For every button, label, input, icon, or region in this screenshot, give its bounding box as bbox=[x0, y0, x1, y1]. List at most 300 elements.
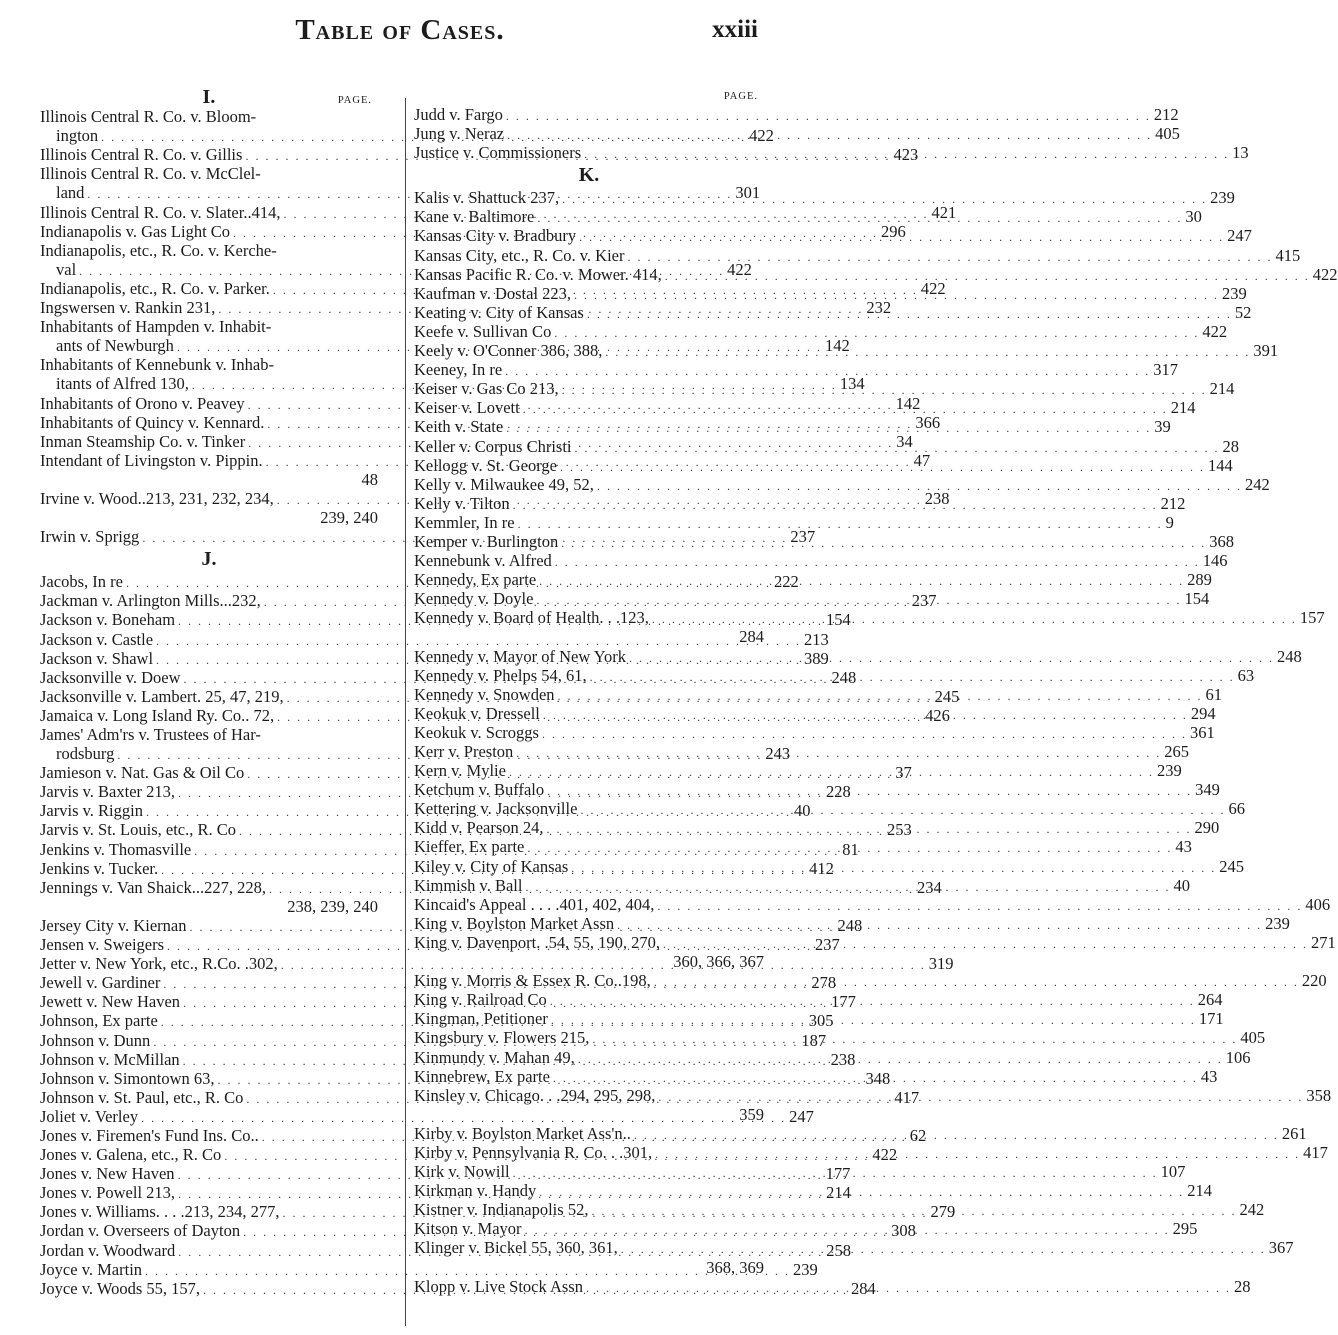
case-name: Keith v. State bbox=[414, 417, 504, 437]
case-entry bbox=[414, 360, 1179, 380]
dot-leader bbox=[506, 763, 1157, 782]
case-entry bbox=[414, 245, 1301, 265]
case-name: King v. Davenport. .54, 55, 190, 270, bbox=[414, 932, 660, 952]
case-name: Johnson v. McMillan bbox=[40, 1049, 180, 1069]
page-title: Table of Cases. bbox=[295, 14, 505, 46]
dot-leader bbox=[504, 126, 1155, 145]
dot-leader bbox=[558, 534, 1209, 553]
case-name: Jackson v. Boneham bbox=[40, 610, 176, 630]
case-page: 61 bbox=[1205, 684, 1223, 704]
case-page: 406 bbox=[1305, 894, 1331, 914]
case-page: 317 bbox=[1153, 360, 1179, 380]
dot-leader bbox=[524, 839, 1175, 858]
case-page: 248 bbox=[1277, 646, 1302, 666]
case-page: 415 bbox=[1275, 245, 1301, 265]
dot-leader bbox=[503, 419, 1154, 438]
dot-leader bbox=[555, 687, 1206, 706]
case-name: ington bbox=[56, 126, 99, 146]
dot-leader bbox=[576, 228, 1227, 247]
section-letter: K. bbox=[578, 164, 600, 187]
case-name: Kellogg v. St. George bbox=[414, 455, 557, 475]
case-page: 238 bbox=[830, 1049, 856, 1069]
dot-leader bbox=[631, 1126, 1282, 1145]
column-divider bbox=[405, 98, 406, 1326]
case-page: 237 bbox=[790, 527, 816, 547]
case-page: 238 bbox=[924, 488, 950, 508]
dot-leader bbox=[594, 477, 1245, 496]
dot-leader bbox=[583, 1279, 1234, 1298]
case-name: Kirby v. Boylston Market Ass'n.. bbox=[414, 1123, 631, 1143]
case-page: 43 bbox=[1200, 1066, 1218, 1086]
dot-leader bbox=[571, 286, 1222, 305]
case-page: 157 bbox=[1299, 608, 1325, 628]
case-name: Kennedy v. Phelps 54, 61, bbox=[414, 665, 587, 685]
case-name: Kinmundy v. Mahan 49, bbox=[414, 1047, 575, 1067]
dot-leader bbox=[547, 992, 1198, 1011]
case-name: itants of Alfred 130, bbox=[56, 374, 189, 394]
case-page: 237 bbox=[815, 935, 840, 955]
case-page: 389 bbox=[804, 648, 829, 668]
case-page-continuation: 359 bbox=[739, 1104, 764, 1124]
case-entry bbox=[414, 512, 1174, 532]
case-page: 52 bbox=[1234, 302, 1252, 322]
case-name: Jamaica v. Long Island Ry. Co.. 72, bbox=[40, 705, 275, 725]
case-page: 107 bbox=[1160, 1162, 1186, 1182]
case-page: 177 bbox=[831, 992, 856, 1012]
case-name: Jackman v. Arlington Mills...232, bbox=[40, 591, 261, 611]
case-name: Jennings v. Van Shaick...227, 228, bbox=[40, 877, 266, 897]
case-page: 319 bbox=[928, 954, 954, 974]
dot-leader bbox=[587, 668, 1238, 687]
dot-leader bbox=[581, 145, 1232, 164]
case-page: 265 bbox=[1164, 742, 1190, 761]
case-name: Jones v. Firemen's Fund Ins. Co.. bbox=[40, 1125, 259, 1145]
case-entry bbox=[414, 124, 1180, 144]
case-name: Kansas Pacific R. Co. v. Mower. 414, bbox=[414, 264, 662, 284]
case-name: Keller v. Corpus Christi bbox=[414, 436, 572, 456]
case-page: 258 bbox=[826, 1240, 851, 1260]
case-page: 245 bbox=[1219, 856, 1245, 876]
case-entry bbox=[414, 188, 1235, 208]
case-page: 30 bbox=[1185, 207, 1202, 227]
case-name: Joliet v. Verley bbox=[40, 1106, 139, 1126]
page-number: xxiii bbox=[712, 16, 758, 43]
dot-leader bbox=[572, 439, 1223, 458]
case-name: Keefe v. Sullivan Co bbox=[414, 321, 552, 341]
dot-leader bbox=[544, 820, 1195, 839]
case-name: Kennedy v. Doyle bbox=[414, 589, 534, 609]
case-page: 422 bbox=[727, 259, 752, 279]
case-page: 358 bbox=[1306, 1085, 1332, 1105]
case-name: Johnson v. Dunn bbox=[40, 1030, 151, 1050]
case-page: 34 bbox=[896, 431, 913, 451]
case-page-continuation: 360, 366, 367 bbox=[673, 952, 764, 972]
case-name: Keiser v. Lovett bbox=[414, 398, 520, 418]
case-name: Jordan v. Woodward bbox=[40, 1240, 176, 1260]
case-page: 154 bbox=[1184, 589, 1210, 609]
case-page: 296 bbox=[881, 221, 906, 241]
case-name: Keiser v. Gas Co 213, bbox=[414, 379, 559, 399]
case-name: Keokuk v. Scroggs bbox=[414, 722, 539, 742]
case-entry bbox=[414, 722, 1215, 742]
case-page: 40 bbox=[793, 801, 811, 821]
case-name: Kane v. Baltimore bbox=[414, 207, 535, 227]
case-name: ants of Newburgh bbox=[56, 336, 174, 356]
case-page: 245 bbox=[934, 686, 960, 706]
case-page: 81 bbox=[842, 839, 859, 859]
case-page: 253 bbox=[887, 820, 912, 840]
case-page-continuation: 48 bbox=[361, 469, 378, 489]
case-page: 423 bbox=[893, 145, 919, 165]
case-page: 146 bbox=[1202, 551, 1228, 571]
case-page: 239 bbox=[793, 1259, 818, 1279]
case-name: Kennebunk v. Alfred bbox=[414, 551, 552, 571]
case-name: Kemper v. Burlington bbox=[414, 531, 559, 551]
case-page: 212 bbox=[1153, 105, 1179, 124]
case-name: Klinger v. Bickel 55, 360, 361, bbox=[414, 1238, 618, 1258]
case-page: 220 bbox=[1301, 971, 1327, 991]
case-page: 284 bbox=[851, 1278, 876, 1298]
case-page: 367 bbox=[1268, 1238, 1294, 1258]
case-name: Kidd v. Pearson 24, bbox=[414, 818, 544, 838]
case-name: Kemmler, In re bbox=[414, 512, 515, 532]
dot-leader bbox=[559, 190, 1210, 209]
case-name: Indianapolis v. Gas Light Co bbox=[40, 221, 231, 241]
case-name: Keely v. O'Conner 386, 388, bbox=[414, 341, 603, 361]
case-name: James' Adm'rs v. Trustees of Har- bbox=[40, 725, 261, 744]
case-page: 417 bbox=[894, 1087, 920, 1107]
case-name: Kimmish v. Ball bbox=[414, 875, 523, 895]
case-entry-start bbox=[40, 725, 378, 744]
case-page: 28 bbox=[1233, 1276, 1251, 1296]
case-page: 106 bbox=[1225, 1047, 1251, 1067]
case-page: 37 bbox=[895, 763, 912, 783]
case-name: Kerr v. Preston bbox=[414, 742, 514, 761]
case-page: 63 bbox=[1237, 665, 1255, 685]
case-name: Jarvis v. Baxter 213, bbox=[40, 782, 176, 802]
case-page: 142 bbox=[824, 336, 850, 356]
case-name: Jones v. Galena, etc., R. Co bbox=[40, 1145, 222, 1165]
case-name: rodsburg bbox=[56, 744, 115, 764]
case-page: 412 bbox=[809, 858, 834, 878]
case-name: Jordan v. Overseers of Dayton bbox=[40, 1221, 241, 1241]
case-name: Illinois Central R. Co. v. Slater..414, bbox=[40, 202, 281, 222]
case-page: 279 bbox=[930, 1202, 956, 1222]
case-name: Jenkins v. Tucker. bbox=[40, 858, 159, 878]
case-page: 47 bbox=[913, 450, 931, 470]
dot-leader bbox=[540, 706, 1191, 725]
case-page-continuation: 239, 240 bbox=[320, 508, 378, 528]
case-page: 295 bbox=[1172, 1219, 1198, 1239]
dot-leader bbox=[614, 916, 1265, 935]
case-name: Jenkins v. Thomasville bbox=[40, 839, 192, 859]
dot-leader bbox=[588, 1202, 1239, 1221]
case-name: Jackson v. Castle bbox=[40, 629, 154, 649]
dot-leader bbox=[618, 1240, 1269, 1259]
dot-leader bbox=[652, 1145, 1303, 1164]
case-name: Inhabitants of Kennebunk v. Inhab- bbox=[40, 355, 274, 375]
case-name: Jackson v. Shawl bbox=[40, 648, 154, 668]
case-page: 214 bbox=[1187, 1181, 1212, 1201]
dot-leader bbox=[544, 782, 1195, 801]
case-page: 261 bbox=[1281, 1123, 1307, 1143]
case-page: 405 bbox=[1155, 124, 1180, 144]
dot-leader bbox=[575, 1050, 1226, 1069]
case-page: 62 bbox=[909, 1125, 927, 1145]
case-name: Johnson v. Simontown 63, bbox=[40, 1068, 215, 1088]
case-entry bbox=[414, 474, 1270, 494]
case-page: 237 bbox=[911, 591, 937, 611]
case-name: Kingsbury v. Flowers 215, bbox=[414, 1028, 590, 1048]
dot-leader bbox=[662, 267, 1313, 286]
dot-leader bbox=[654, 897, 1305, 916]
case-page: 213 bbox=[804, 629, 829, 649]
case-page: 214 bbox=[1209, 379, 1235, 399]
case-page: 239 bbox=[1222, 283, 1247, 303]
case-name: Judd v. Fargo bbox=[414, 105, 503, 124]
case-name: Illinois Central R. Co. v. Gillis bbox=[40, 145, 243, 165]
dot-leader bbox=[502, 362, 1153, 381]
case-page: 13 bbox=[1232, 143, 1249, 163]
case-page: 239 bbox=[1156, 761, 1182, 781]
case-entry-start bbox=[40, 107, 378, 126]
dot-leader bbox=[539, 725, 1190, 744]
case-name: Justice v. Commissioners bbox=[414, 143, 582, 163]
case-page: 368 bbox=[1209, 531, 1234, 551]
dot-leader bbox=[557, 458, 1208, 477]
case-name: land bbox=[56, 183, 85, 203]
case-name: Jewell v. Gardiner bbox=[40, 973, 161, 993]
case-name: Kiley v. City of Kansas bbox=[414, 856, 569, 876]
case-page: 422 bbox=[920, 278, 946, 298]
dot-leader bbox=[534, 209, 1185, 228]
case-name: Jetter v. New York, etc., R.Co. .302, bbox=[40, 954, 278, 974]
dot-leader bbox=[552, 553, 1203, 572]
case-name: Jacksonville v. Doew bbox=[40, 667, 181, 687]
case-page: 248 bbox=[831, 667, 857, 687]
case-entry bbox=[414, 321, 1228, 341]
case-page: 212 bbox=[1160, 493, 1186, 513]
case-name: Johnson v. St. Paul, etc., R. Co bbox=[40, 1087, 244, 1107]
case-name: Keokuk v. Dressell bbox=[414, 703, 540, 723]
case-name: Jung v. Neraz bbox=[414, 124, 505, 144]
case-name: Jacksonville v. Lambert. 25, 47, 219, bbox=[40, 686, 284, 706]
dot-leader bbox=[503, 107, 1154, 126]
case-page: 289 bbox=[1187, 570, 1212, 590]
case-page: 243 bbox=[765, 744, 791, 764]
case-page: 9 bbox=[1165, 512, 1174, 532]
case-name: Keating v. City of Kansas bbox=[414, 302, 584, 322]
case-name: Kirby v. Pennsylvania R. Co. . .301, bbox=[414, 1142, 653, 1162]
case-entry-start bbox=[40, 355, 378, 374]
case-page: 366 bbox=[915, 412, 941, 432]
case-page: 239 bbox=[1210, 188, 1235, 208]
case-page: 154 bbox=[826, 610, 851, 630]
case-name: Kern v. Mylie bbox=[414, 761, 506, 781]
case-name: Jones v. Williams. . . .213, 234, 277, bbox=[40, 1202, 280, 1222]
case-name: Kieffer, Ex parte bbox=[414, 837, 525, 857]
case-page: 214 bbox=[826, 1183, 851, 1203]
case-name: Irwin v. Sprigg bbox=[40, 527, 140, 547]
case-name: val bbox=[56, 259, 77, 279]
case-name: Jewett v. New Haven bbox=[40, 992, 181, 1012]
dot-leader bbox=[559, 381, 1210, 400]
case-page: 422 bbox=[1202, 321, 1228, 341]
case-page: 242 bbox=[1239, 1200, 1265, 1220]
case-name: Jarvis v. Riggin bbox=[40, 801, 143, 821]
section-letter: J. bbox=[201, 548, 217, 571]
case-page: 228 bbox=[826, 782, 851, 802]
case-name: Kinnebrew, Ex parte bbox=[414, 1066, 550, 1086]
dot-leader bbox=[577, 801, 1228, 820]
case-page: 247 bbox=[1227, 226, 1252, 246]
case-name: Kistner v. Indianapolis 52, bbox=[414, 1200, 589, 1220]
case-page: 177 bbox=[825, 1164, 851, 1184]
case-name: Kingman, Petitioner bbox=[414, 1009, 548, 1029]
case-page: 248 bbox=[837, 915, 863, 935]
dot-leader bbox=[536, 1183, 1187, 1202]
case-name: Inhabitants of Orono v. Peavey bbox=[40, 393, 245, 413]
case-page: 278 bbox=[811, 973, 837, 993]
case-page: 144 bbox=[1207, 455, 1233, 475]
case-name: Kelly v. Tilton bbox=[414, 493, 510, 513]
case-page: 391 bbox=[1253, 341, 1279, 361]
case-page: 171 bbox=[1198, 1009, 1224, 1029]
case-entry-start bbox=[40, 164, 378, 183]
dot-leader bbox=[510, 496, 1161, 515]
case-name: Kansas City, etc., R. Co. v. Kier bbox=[414, 245, 625, 265]
case-name: Jones v. New Haven bbox=[40, 1164, 175, 1184]
case-page-continuation: 284 bbox=[739, 627, 764, 647]
case-page: 271 bbox=[1310, 932, 1336, 952]
case-name: Joyce v. Woods 55, 157, bbox=[40, 1278, 200, 1298]
dot-leader bbox=[520, 400, 1171, 419]
case-page: 294 bbox=[1190, 703, 1216, 723]
case-entry bbox=[414, 105, 1179, 124]
case-page: 232 bbox=[866, 298, 892, 318]
case-page: 422 bbox=[872, 1145, 898, 1165]
case-name: Indianapolis, etc., R. Co. v. Kerche- bbox=[40, 240, 277, 260]
case-page: 239 bbox=[1265, 913, 1290, 933]
case-entry-start bbox=[40, 241, 378, 260]
case-page: 264 bbox=[1197, 990, 1223, 1010]
case-page: 214 bbox=[1170, 398, 1196, 418]
dot-leader bbox=[536, 572, 1187, 591]
case-page: 308 bbox=[891, 1221, 916, 1241]
case-name: Ketchum v. Buffalo bbox=[414, 780, 545, 800]
dot-leader bbox=[589, 1030, 1240, 1049]
case-page-continuation: 368, 369 bbox=[706, 1257, 764, 1277]
case-name: Kirk v. Nowill bbox=[414, 1162, 510, 1182]
case-name: Kettering v. Jacksonville bbox=[414, 799, 578, 819]
case-page: 426 bbox=[925, 705, 950, 725]
page-column-label: PAGE. bbox=[723, 91, 758, 102]
case-name: Inhabitants of Quincy v. Kennard. bbox=[40, 412, 265, 432]
case-page: 305 bbox=[808, 1011, 834, 1031]
case-page: 222 bbox=[773, 572, 799, 592]
case-name: Inhabitants of Hampden v. Inhabit- bbox=[40, 317, 272, 337]
dot-leader bbox=[548, 1011, 1199, 1030]
case-name: Kincaid's Appeal . . . .401, 402, 404, bbox=[414, 894, 655, 914]
case-entry-start bbox=[40, 317, 378, 336]
case-page: 348 bbox=[865, 1068, 891, 1088]
case-page: 28 bbox=[1222, 436, 1239, 456]
case-page: 361 bbox=[1189, 722, 1215, 742]
case-name: Joyce v. Martin bbox=[40, 1259, 143, 1279]
dot-leader bbox=[568, 859, 1219, 878]
case-name: Inman Steamship Co. v. Tinker bbox=[40, 431, 246, 451]
case-page: 40 bbox=[1173, 875, 1190, 895]
case-name: Kirkman v. Handy bbox=[414, 1181, 537, 1201]
dot-leader bbox=[522, 1221, 1173, 1240]
case-name: Kalis v. Shattuck 237, bbox=[414, 188, 560, 208]
case-page: 405 bbox=[1240, 1028, 1266, 1048]
dot-leader bbox=[655, 1088, 1306, 1107]
case-entry bbox=[414, 551, 1228, 571]
case-page: 242 bbox=[1244, 474, 1270, 494]
case-name: King v. Boylston Market Assn bbox=[414, 913, 615, 933]
case-name: Klopp v. Live Stock Assn bbox=[414, 1276, 583, 1296]
section-letter: I. bbox=[202, 86, 216, 108]
case-name: Illinois Central R. Co. v. McClel- bbox=[40, 164, 261, 184]
left-column-head bbox=[40, 88, 378, 107]
case-name: King v. Morris & Essex R. Co..198, bbox=[414, 971, 651, 991]
dot-leader bbox=[551, 324, 1202, 343]
case-page: 349 bbox=[1195, 780, 1220, 800]
case-name: Ingswersen v. Rankin 231, bbox=[40, 298, 216, 318]
dot-leader bbox=[626, 649, 1277, 668]
case-page: 421 bbox=[931, 202, 957, 222]
case-page: 301 bbox=[735, 183, 761, 203]
case-page: 422 bbox=[1312, 264, 1338, 284]
case-entry bbox=[414, 264, 1338, 284]
case-name: Kelly v. Milwaukee 49, 52, bbox=[414, 474, 594, 494]
case-name: Kitson v. Mayor bbox=[414, 1219, 522, 1239]
case-page: 290 bbox=[1194, 818, 1220, 838]
dot-leader bbox=[510, 1164, 1161, 1183]
case-name: Illinois Central R. Co. v. Bloom- bbox=[40, 107, 257, 127]
case-entry bbox=[414, 894, 1331, 914]
page-column-label: PAGE. bbox=[337, 95, 372, 106]
case-name: Jones v. Powell 213, bbox=[40, 1183, 176, 1203]
case-name: Kennedy v. Board of Health. . .123, bbox=[414, 608, 649, 628]
case-page: 142 bbox=[895, 393, 921, 413]
case-page-continuation: 238, 239, 240 bbox=[287, 896, 378, 916]
case-page: 417 bbox=[1303, 1142, 1328, 1162]
page-header bbox=[0, 14, 800, 64]
case-page: 43 bbox=[1175, 837, 1192, 857]
case-name: Jacobs, In re bbox=[40, 572, 123, 592]
case-name: Johnson, Ex parte bbox=[40, 1011, 158, 1031]
case-page: 422 bbox=[749, 126, 774, 146]
case-name: Kaufman v. Dostal 223, bbox=[414, 283, 572, 303]
dot-leader bbox=[625, 248, 1276, 267]
case-name: Keeney, In re bbox=[414, 360, 503, 380]
case-name: Kennedy, Ex parte bbox=[414, 570, 537, 590]
case-entry bbox=[414, 1181, 1212, 1201]
case-name: Jersey City v. Kiernan bbox=[40, 915, 187, 935]
case-name: Jarvis v. St. Louis, etc., R. Co bbox=[40, 820, 237, 840]
case-name: Kennedy v. Snowden bbox=[414, 684, 555, 704]
case-name: Kennedy v. Mayor of New York bbox=[414, 646, 627, 666]
case-page: 134 bbox=[839, 374, 865, 394]
case-name: Kansas City v. Bradbury bbox=[414, 226, 577, 246]
dot-leader bbox=[584, 305, 1235, 324]
case-page: 234 bbox=[916, 877, 942, 897]
case-name: Kinsley v. Chicago. . .294, 295, 298, bbox=[414, 1085, 656, 1105]
case-name: Jamieson v. Nat. Gas & Oil Co bbox=[40, 763, 245, 783]
case-page: 247 bbox=[789, 1106, 814, 1126]
